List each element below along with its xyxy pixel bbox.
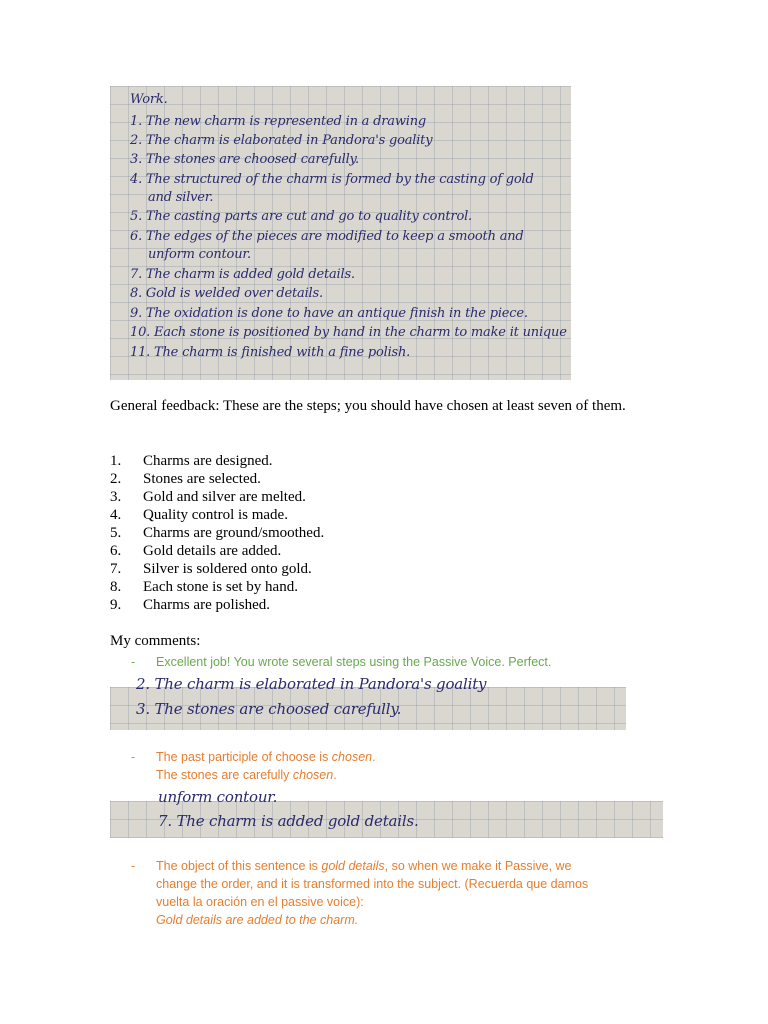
list-item <box>110 578 324 596</box>
comment-text: , so when we make it Passive, we <box>384 859 572 873</box>
step-number: 4. <box>110 507 122 523</box>
step-number: 7. <box>110 561 122 577</box>
handwritten-fragment: unform contour. <box>158 788 278 806</box>
comment-object-example <box>156 911 358 929</box>
list-item <box>110 596 324 614</box>
handwritten-line: 8. Gold is welded over details. <box>130 286 323 301</box>
step-number: 9. <box>110 597 122 613</box>
handwritten-line: and silver. <box>148 190 214 205</box>
step-number: 1. <box>110 453 122 469</box>
handwritten-fragment: 2. The charm is elaborated in Pandora's goality <box>136 675 487 693</box>
handwritten-line: 2. The charm is elaborated in Pandora's goality <box>130 133 433 148</box>
comment-object-line1 <box>156 857 572 875</box>
comment-bullet: - <box>131 655 136 669</box>
comment-participle-line1 <box>156 748 376 766</box>
list-item <box>110 452 324 470</box>
comment-text: . <box>333 768 337 782</box>
comment-emphasis: gold details <box>321 859 385 873</box>
list-item <box>110 524 324 542</box>
step-number: 8. <box>110 579 122 595</box>
comment-bullet: - <box>131 859 136 873</box>
step-text: Charms are ground/smoothed. <box>143 525 325 541</box>
list-item <box>110 488 324 506</box>
handwritten-work-photo <box>110 86 571 380</box>
handwritten-line: 6. The edges of the pieces are modified to keep a smooth and <box>130 229 524 244</box>
comment-participle-line2 <box>156 766 337 784</box>
step-text: Silver is soldered onto gold. <box>143 561 312 577</box>
comment-text: . <box>372 750 376 764</box>
step-number: 6. <box>110 543 122 559</box>
comment-text: The object of this sentence is <box>156 859 322 873</box>
handwritten-line: 7. The charm is added gold details. <box>158 812 419 830</box>
step-text: Stones are selected. <box>143 471 261 487</box>
handwritten-crop-gold-details <box>110 788 663 838</box>
comment-object-line2: change the order, and it is transformed into the subject. (Recuerda que damos <box>156 877 589 891</box>
handwritten-line: 10. Each stone is positioned by hand in the charm to make it unique <box>130 325 567 340</box>
handwritten-line: 4. The structured of the charm is formed by the casting of gold <box>130 172 534 187</box>
comment-text: The stones are carefully <box>156 768 293 782</box>
list-item <box>110 506 324 524</box>
handwritten-line: 3. The stones are choosed carefully. <box>136 700 402 718</box>
comment-praise: Excellent job! You wrote several steps using the Passive Voice. Perfect. <box>156 655 552 669</box>
handwritten-line: 7. The charm is added gold details. <box>130 267 355 282</box>
step-text: Each stone is set by hand. <box>143 579 298 595</box>
comment-object-line3: vuelta la oración en el passive voice): <box>156 895 364 909</box>
handwritten-line: 5. The casting parts are cut and go to quality control. <box>130 209 472 224</box>
list-item <box>110 542 324 560</box>
comment-emphasis: chosen <box>292 768 334 782</box>
list-item <box>110 470 324 488</box>
step-text: Gold details are added. <box>143 543 282 559</box>
list-item <box>110 560 324 578</box>
comments-heading: My comments: <box>110 633 201 649</box>
handwritten-line: unform contour. <box>148 247 251 262</box>
handwritten-crop-stones <box>110 675 626 730</box>
comment-emphasis: chosen <box>331 750 373 764</box>
steps-list <box>110 452 324 614</box>
handwritten-line: 11. The charm is finished with a fine polish. <box>130 345 411 360</box>
comment-bullet: - <box>131 750 136 764</box>
step-number: 2. <box>110 471 122 487</box>
general-feedback: General feedback: These are the steps; you should have chosen at least seven of them. <box>110 398 626 414</box>
comment-text: The past participle of choose is <box>156 750 332 764</box>
step-text: Quality control is made. <box>143 507 288 523</box>
step-text: Charms are designed. <box>143 453 273 469</box>
step-number: 5. <box>110 525 122 541</box>
handwritten-title: Work. <box>130 92 168 107</box>
step-text: Charms are polished. <box>143 597 271 613</box>
handwritten-line: 3. The stones are choosed carefully. <box>130 152 359 167</box>
comment-emphasis: Gold details are added to the charm. <box>156 913 359 927</box>
handwritten-line: 9. The oxidation is done to have an antique finish in the piece. <box>130 306 528 321</box>
handwritten-line: 1. The new charm is represented in a drawing <box>130 114 427 129</box>
step-number: 3. <box>110 489 122 505</box>
step-text: Gold and silver are melted. <box>143 489 306 505</box>
